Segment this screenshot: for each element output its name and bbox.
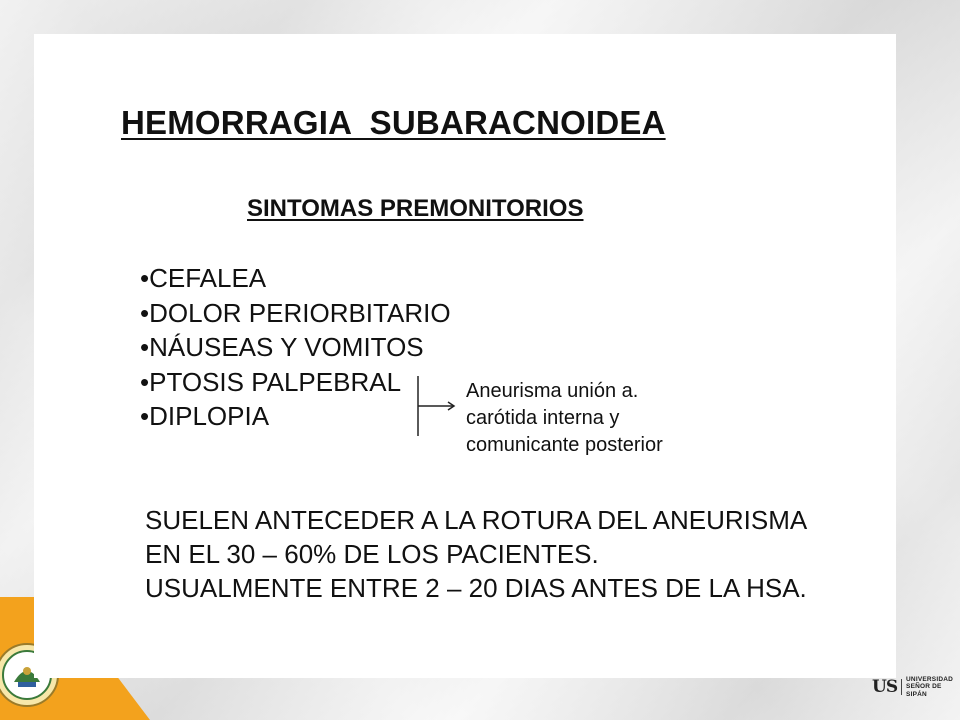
note-line: carótida interna y <box>466 407 620 429</box>
note-line: Aneurisma unión a. <box>466 380 639 402</box>
logo-mark: US <box>872 677 898 697</box>
university-logo <box>872 676 960 698</box>
slide-subtitle: SINTOMAS PREMONITORIOS <box>247 195 584 222</box>
symptom-item: •NÁUSEAS Y VOMITOS <box>140 332 424 362</box>
symptom-list <box>140 261 451 434</box>
closing-line: EN EL 30 – 60% DE LOS PACIENTES. <box>145 539 599 569</box>
closing-statement <box>145 503 807 605</box>
logo-line-2: SEÑOR DE SIPÁN <box>906 683 942 698</box>
symptom-item: •CEFALEA <box>140 263 267 293</box>
logo-text <box>906 676 960 699</box>
closing-line: USUALMENTE ENTRE 2 – 20 DIAS ANTES DE LA HSA. <box>145 573 807 603</box>
symptom-item: •PTOSIS PALPEBRAL <box>140 366 402 397</box>
logo-line-1: UNIVERSIDAD <box>906 675 954 683</box>
closing-line: SUELEN ANTECEDER A LA ROTURA DEL ANEURISMA <box>145 505 808 535</box>
logo-divider <box>901 679 902 695</box>
note-line: comunicante posterior <box>466 434 663 456</box>
symptom-item: •DIPLOPIA <box>140 401 270 431</box>
slide-title: HEMORRAGIA SUBARACNOIDEA <box>121 104 666 141</box>
bracket-arrow-icon <box>416 376 460 436</box>
symptom-item: •DOLOR PERIORBITARIO <box>140 297 451 328</box>
aneurysm-note <box>466 378 663 459</box>
